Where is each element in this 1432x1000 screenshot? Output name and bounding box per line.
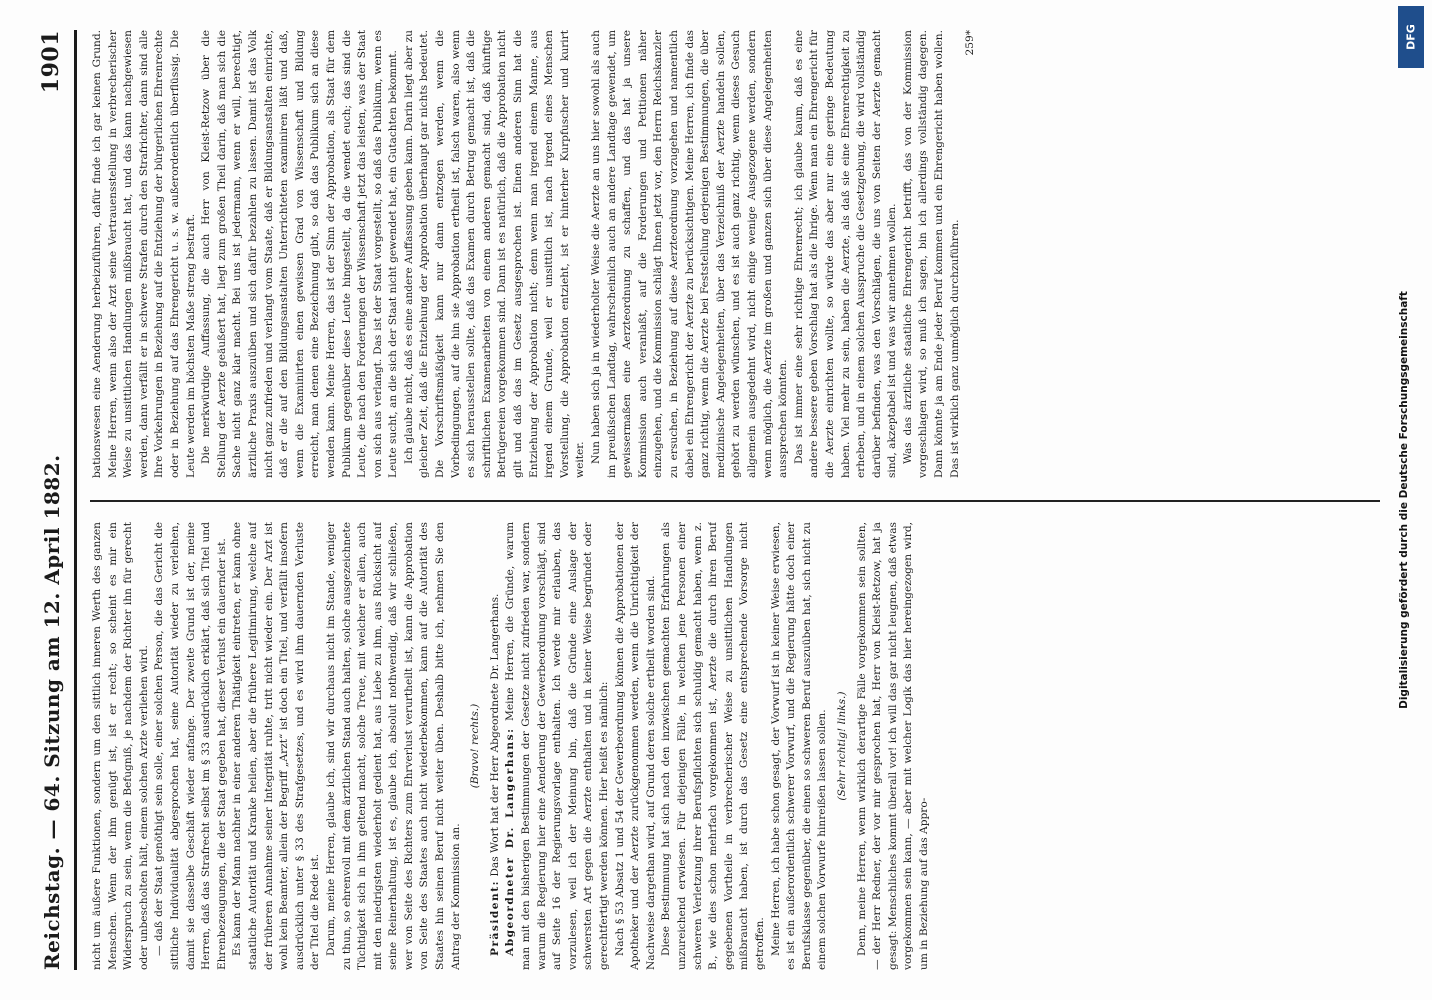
speaker-name: Präsident: — [488, 879, 501, 956]
left-paragraph: Meine Herren, ich habe schon gesagt, der Vorwurf ist in keiner Weise erwiesen, es ist ein außerordentlich schwerer Vorwurf, und die Regierung hätte doch einer Berufsklasse gegenüber, die einen so schweren Beruf auszuüben hat, sich nicht zu einem solchen Vorwurfe hinreißen lassen sollen. — [769, 522, 829, 970]
page-number: 1901 — [38, 30, 64, 94]
running-head — [30, 30, 64, 970]
right-paragraph: bationswesen eine Aenderung herbeizuführen, dafür finde ich gar keinen Grund. Meine Herren, wenn also der Arzt seine Vertrauensstellung in verbrecherischer Weise zu unsittlichen Handlungen mißbraucht hat, und das kann nachgewiesen werden, dann verfällt er in schwere Strafen durch den Strafrichter, dann sind alle Ihre Vorkehrungen in Beziehung auf die Entziehung der bürgerlichen Ehrenrechte oder in Beziehung auf das Ehrengericht u. s. w. außerordentlich überflüssig. Die Leute werden im höchsten Maße streng bestraft. — [91, 30, 197, 478]
dfg-logo-text: DFG — [1404, 24, 1418, 50]
sheet-signature: 259* — [964, 30, 977, 56]
right-paragraph: Was das ärztliche staatliche Ehrengericht betrifft, das von der Kommission vorgeschlagen wird, so muß ich sagen, bin ich allerdings vollständig dagegen. Dann könnte ja am Ende jeder Beruf kommen und ein Ehrengericht haben wollen. Das ist wirklich ganz unmöglich durchzuführen. — [901, 30, 961, 478]
attribution-text: Digitalisierung gefördert durch die Deutsche Forschungsgemeinschaft — [1398, 291, 1410, 709]
speaker-name: Abgeordneter Dr. Langerhans: — [504, 727, 517, 956]
quoted-paragraph: Nach § 53 Absatz 1 und 54 der Gewerbeordnung können die Approbationen der Apotheker und der Aerzte zurückgenommen werden, wenn die Unrichtigkeit der Nachweise dargethan wird, auf Grund deren solche ertheilt worden sind. — [613, 522, 657, 970]
dfg-logo — [1398, 6, 1424, 68]
left-paragraph: nicht um äußere Funktionen, sondern um den sittlich inneren Werth des ganzen Menschen. Wenn der ihm genügt ist, ist er recht; so scheint es mir ein Widerspruch zu sein, wenn die Befugniß, je nachdem der Richter ihn für gerecht oder unbescholten hält, einem solchen Arzte verliehen wird. — [91, 522, 150, 970]
left-column — [90, 522, 1380, 970]
page-title: Reichstag. — 64. Sitzung am 12. April 1882. — [40, 454, 64, 970]
right-paragraph: Ich glaube nicht, daß es eine andere Auffassung geben kann. Darin liegt aber zu gleicher Zeit, daß die Entziehung der Approbation überhaupt gar nichts bedeutet. Die Vorschriftsmäßigkeit kann nur dann entzogen werden, wenn die Vorbedingungen, auf die hin sie Approbation ertheilt ist, falsch waren, also wenn es sich herausstellen sollte, daß das Examen durch Betrug gemacht ist, daß die schriftlichen Examenarbeiten von einem anderen gemacht sind, daß künftige Betrügereien vorgekommen sind. Dann ist es natürlich, daß die Approbation nicht gilt und daß das im Gesetz ausgesprochen ist. Einen anderen Sinn hat die Entziehung der Approbation nicht; denn wenn man irgend einem Manne, aus irgend einem Grunde, weil er unsittlich ist, nach irgend eines Menschen Vorstellung, die Approbation entzieht, ist er hinterher Kurpfuscher und kurirt weiter. — [402, 30, 587, 478]
langerhans-opening — [503, 522, 612, 970]
applause-note: (Bravo! rechts.) — [469, 703, 482, 789]
langerhans-text: Meine Herren, die Gründe, warum man mit den bisherigen Bestimmungen der Gesetze nicht zufrieden war, sondern warum die Regierung hier eine Aenderung der Gewerbeordnung vorschlägt, sind auf Seite 16 der Regierungsvorlage enthalten. Ich werde mir erlauben, das vorzulesen, weil ich der Meinung bin, daß die Gründe eine Auslage der schwersten Art gegen die Aerzte enthalten und in keiner Weise begründet oder gerechtfertigt werden können. Hier heißt es nämlich: — [504, 522, 610, 970]
interjection-note: (Sehr richtig! links.) — [835, 691, 848, 801]
president-statement — [488, 522, 504, 970]
header-rule — [74, 30, 77, 970]
left-paragraph: Es kann der Mann nachher in einer anderen Thätigkeit eintreten, er kann ohne staatliche Autorität und Kranke heilen, aber die frühere Legitimirung, welche auf der früheren Annahme seiner Integrität ruhte, tritt nicht wieder ein. Der Arzt ist wohl kein Beamter, allein der Begriff „Arzt“ ist doch ein Titel, und verfällt insofern ausdrücklich unter § 33 des Strafgesetzes, und es wird ihm dauernden Verluste der Titel die Rede ist. — [231, 522, 322, 970]
president-text: Das Wort hat der Herr Abgeordnete Dr. Langerhans. — [488, 593, 501, 877]
right-column — [90, 30, 1380, 478]
digitization-attribution — [1382, 40, 1426, 960]
column-divider — [90, 500, 1380, 502]
left-paragraph: — daß der Staat genöthigt sein solle, einer solchen Person, die das Gericht die sittliche Individualität abgesprochen hat, seine Autorität wieder zu verleihen, damit sie dasselbe Geschäft wieder anfange. Der zweite Grund ist der, meine Herren, daß das Strafrecht selbst im § 33 ausdrücklich erklärt, daß sich Titel und Ehrenbezeugungen, die der Staat gegeben hat, dieser Verlust ein dauernder ist. — [153, 522, 228, 970]
right-paragraph: Nun haben sich ja in wiederholter Weise die Aerzte an uns hier sowohl als auch im preußischen Landtag, wahrscheinlich auch an andere Landtage gewendet, um gewissermaßen eine Aerzteordnung zu schaffen, und das hat ja unsere Kommission auch veranlaßt, auf die Forderungen und Petitionen näher einzugehen, und die Kommission schlägt Ihnen jetzt vor, den Herrn Reichskanzler zu ersuchen, in Beziehung auf diese Aerzteordnung vorzugehen und namentlich dabei ein Ehrengericht der Aerzte zu berücksichtigen. Meine Herren, ich finde das ganz richtig, wenn die Aerzte bei Feststellung derjenigen Bestimmungen, die über medizinische Angelegenheiten, über das Verzeichniß der Aerzte handeln sollen, gehört zu werden wünschen, und es ist auch ganz richtig, wenn dieses Gesuch allgemein ausgedehnt wird, nicht einige wenige Ausgezogene werden, sondern wenn möglich, die Aerzte im großen und ganzen sich über diese Angelegenheiten aussprechen könnten. — [590, 30, 790, 478]
right-paragraph: Die merkwürdige Auffassung, die auch Herr von Kleist-Retzow über die Stellung der Aerzte geäußert hat, liegt zum großen Theil darin, daß man sich die Sache nicht ganz klar macht. Bei uns ist jedermann, wenn er will, berechtigt, ärztliche Praxis auszuüben und sich dafür bezahlen zu lassen. Damit ist das Volk nicht ganz zufrieden und verlangt vom Staate, daß er Bildungsanstalten einrichte, daß er die auf den Bildungsanstalten Unterrichteten examiniren läßt und daß, wenn die Examinirten einen gewissen Grad von Wissenschaft und Bildung erreicht, man denen eine Bezeichnung gibt, so daß das Publikum sich an diese wenden kann. Meine Herren, das ist der Sinn der Approbation, als Staat für dem Publikum gegenüber diese Leute hingestellt, da die wendet euch; das sind die Leute, die nach den Forderungen der Wissenschaft jetzt das leisten, was der Staat von sich aus verlangt. Das ist der Staat vorgestellt, so daß das Publikum, wenn es Leute sucht, an die sich der Staat nicht gewendet hat, ein Gutachten bekommt. — [200, 30, 400, 478]
right-paragraph: Das ist immer eine sehr richtige Ehrenrecht; ich glaube kaum, daß es eine andere bessere geben Vorschlag hat als die Ihrige. Wenn man ein Ehrengericht für die Aerzte einrichten wollte, so würde das aber nur eine geringe Bedeutung haben. Viel mehr zu sein, haben die Aerzte, als daß sie eine Ehrenrechtigkeit zu erheben, und in einem solchen Ausspruche die Gesetzgebung, die wird vollständig darüber befinden, was den Vorschlägen, die uns von Seiten der Aerzte gemacht sind, akzeptabel ist und was wir annehmen wollen. — [792, 30, 899, 478]
quoted-paragraph: Diese Bestimmung hat sich nach den inzwischen gemachten Erfahrungen als unzureichend erwiesen. Für diejenigen Fälle, in welchen jene Personen einer schweren Verletzung ihrer Berufspflichten sich schuldig gemacht haben, wenn z. B., wie dies schon mehrfach vorgekommen ist, Aerzte die durch ihren Beruf gegebenen Vortheile in verbrecherischer Weise zu unsittlichen Handlungen mißbraucht haben, ist durch das Gesetz eine entsprechende Vorsorge nicht getroffen. — [660, 522, 766, 970]
left-paragraph: Denn, meine Herren, wenn wirklich derartige Fälle vorgekommen sein sollten, — der Herr Redner, der vor mir gesprochen hat, Herr von Kleist-Retzow, hat ja gesagt: Menschliches kommt überall vor! ich will das gar nicht leugnen, daß etwas vorgekommen sein kann, — aber mit welcher Logik das hier hereingezogen wird, um in Beziehung auf das Appro- — [855, 522, 930, 970]
sheet — [30, 30, 1390, 970]
left-paragraph: Darum, meine Herren, glaube ich, sind wir durchaus nicht im Stande, weniger zu thun, so ehrenvoll mit dem ärztlichen Stand auch halten, solche ausgezeichnete Tüchtigkeit sich in ihm geltend macht, solche Treue, mit welcher er allen, auch mit den niedrigsten wiederholt gedient hat, aus Liebe zu ihm, aus Rücksicht auf seine Reinerhaltung, ist es, glaube ich, absolut nothwendig, daß wir schließen, wer von Seite des Richters zum Ehrverlust verurtheilt ist, kann die Approbation von Seite des Staates auch nicht wiederbekommen, kann auf die Autorität des Staates hin seinen Beruf nicht weiter üben. Deshalb bitte ich, nehmen Sie den Antrag der Kommission an. — [324, 522, 462, 970]
